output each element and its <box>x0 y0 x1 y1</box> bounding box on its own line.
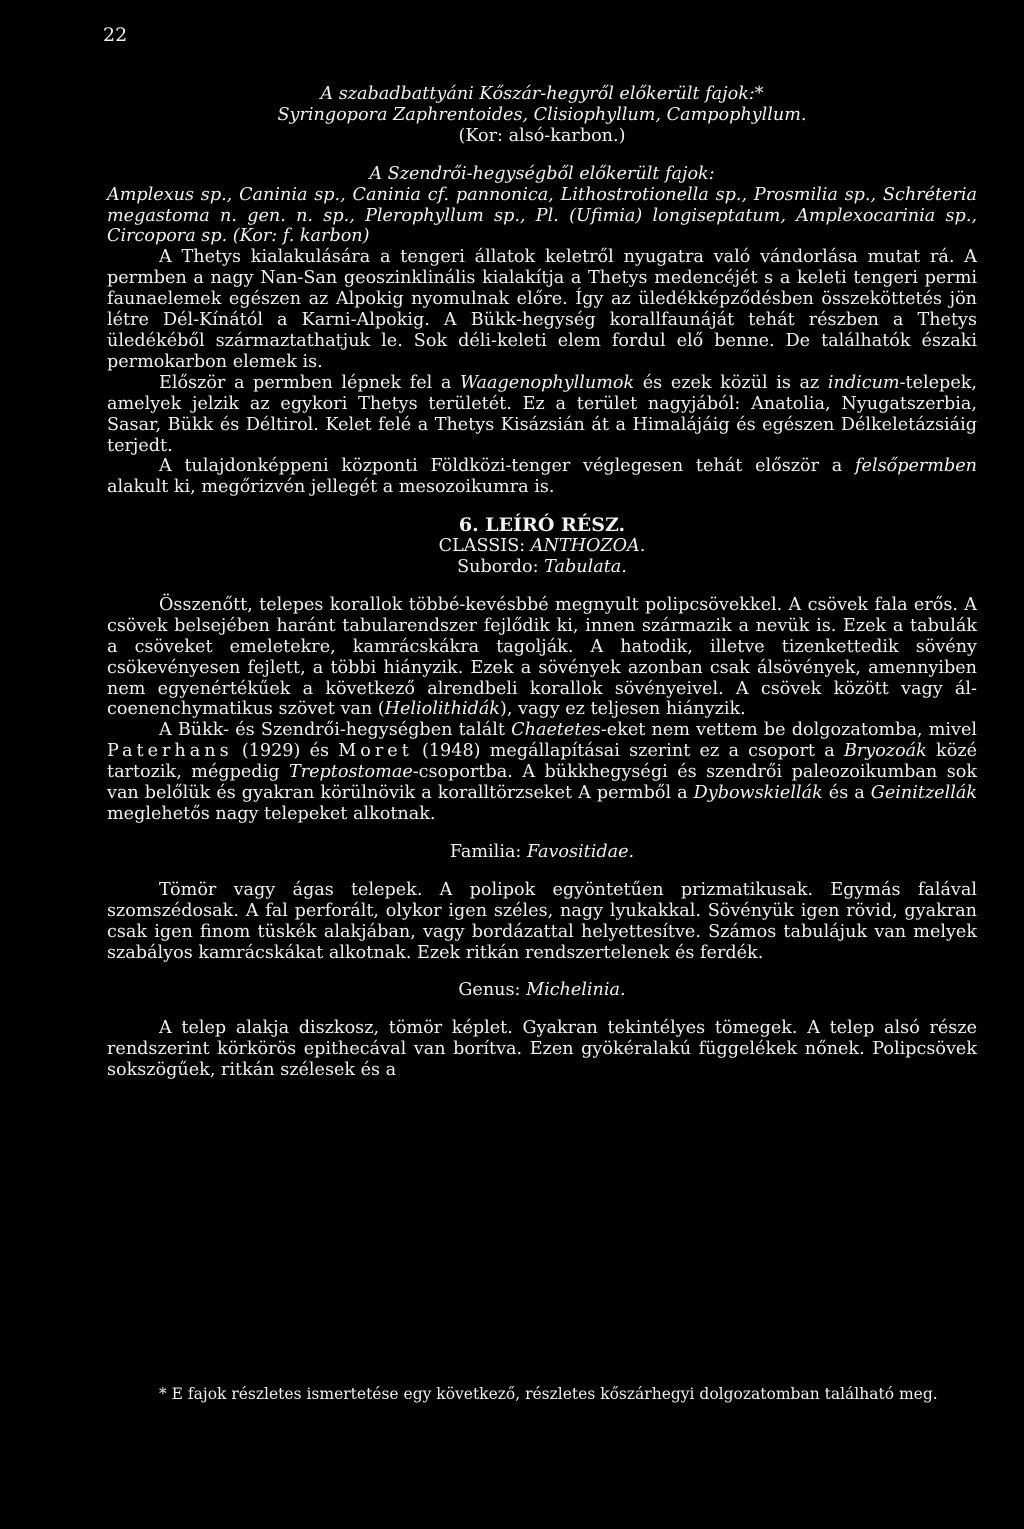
author-moret: Moret <box>338 741 413 762</box>
paragraph-thetys: A Thetys kialakulására a tengeri állatok keletről nyugatra való vándorlása mutat rá. A permben a nagy Nan-San geoszinklinális kialakítja a Thetys medencéjét s a keleti tengeri permi faunaelemek egészen az Alpokig nyomulnak előre. Így az üledékképződésben összeköttetés jön létre Dél-Kínától a Karni-Alpokig. A Bükk-hegység korallfaunáját tehát részben a Thetys üledékéből származtathatjuk le. Sok déli-keleti elem fordul elő benne. De találhatók északi permokarbon elemek is. <box>107 247 977 372</box>
main-text <box>107 84 977 1081</box>
subordo-line: Subordo: Tabulata. <box>457 557 627 578</box>
species-list-2: Amplexus sp., Caninia sp., Caninia cf. pannonica, Lithostrotionella sp., Prosmilia sp., Schréteria megastoma n. gen. n. sp., Plerophyllum sp., Pl. (Ufimia) longiseptatum, Amplexocarinia sp., Circopora sp. (Kor: f. karbon) <box>107 184 977 247</box>
footnote: * E fajok részletes ismertetése egy következő, részletes kőszárhegyi dolgozatomban található meg. <box>159 1385 938 1403</box>
author-paterhans: Paterhans <box>107 741 233 762</box>
paragraph-permben: Először a permben lépnek fel a Waagenophyllumok és ezek közül is az indicum-telepek, amelyek jelzik az egykori Thetys területét. Ez a terület nagyjából: Anatolia, Nyugatszerbia, Sasar, Bükk és Déltirol. Kelet felé a Thetys Kisázsián át a Himalájáig és egészen Délkeletázsiáig terjedt. <box>107 372 977 456</box>
paragraph-chaetetes: A Bükk- és Szendrői-hegységben talált Chaetetes-eket nem vettem be dolgozatomba, mivel Paterhans (1929) és Moret (1948) megállapításai szerint ez a csoport a Bryozoák közé tartozik, mégpedig Treptostomae-csoportba. A bükkhegységi és szendrői paleozoikumban sok van belőlük és gyakran körülnövik a koralltörzseket A permből a Dybowskiellák és a Geinitzellák meglehetős nagy telepeket alkotnak. <box>107 720 977 824</box>
species-list-1: Syringopora Zaphrentoides, Clisiophyllum, Campophyllum. <box>277 104 807 125</box>
classis-line: CLASSIS: ANTHOZOA. <box>438 536 646 557</box>
paragraph-foldkozi: A tulajdonképpeni központi Földközi-tenger véglegesen tehát először a felsőpermben alakult ki, megőrizvén jellegét a mesozoikumra is. <box>107 456 977 498</box>
heading-szendro: A Szendrői-hegységből előkerült fajok: <box>369 163 715 184</box>
paragraph-tabulata: Összenőtt, telepes korallok többé-kevésbbé megnyult polipcsövekkel. A csövek fala erős. A csövek belsejében haránt tabularendszer fejlődik ki, innen származik a nevük is. Ezek a tabulák a csöveket emeletekre, kamrácskákra tagolják. A hatodik, illetve tizenkettedik sövény csökevényesen fejlett, a többi hiányzik. Ezek a sövények azonban csak álsövények, amennyiben nem egyenértékűek a következő alrendbeli korallok sövényeivel. A csövek között vagy ál-coenenchymatikus szövet van (Heliolithidák), vagy ez teljesen hiányzik. <box>107 594 977 720</box>
age-1: (Kor: alsó-karbon.) <box>458 125 626 146</box>
page-number: 22 <box>103 24 128 46</box>
paragraph-favositidae: Tömör vagy ágas telepek. A polipok egyöntetűen prizmatikusak. Egymás falával szomszédosak. A fal perforált, olykor igen széles, nagy lyukakkal. Sövényük igen rövid, gyakran csak igen finom tüskék alakjában, vagy bordázattal helyettesítve. Számos tabulájuk van melyek szabályos kamrácskákat alkotnak. Ezek ritkán rendszertelenek és ferdék. <box>107 879 977 963</box>
section-title: 6. LEÍRÓ RÉSZ. <box>458 514 626 537</box>
heading-szabadbattyan: A szabadbattyáni Kőszár-hegyről előkerült fajok:* <box>320 84 764 104</box>
genus-line: Genus: Michelinia. <box>458 980 626 1001</box>
paragraph-michelinia: A telep alakja diszkosz, tömör képlet. Gyakran tekintélyes tömegek. A telep alsó része rendszerint körkörös epithecával van borítva. Ezen gyökéralakú függelékek nőnek. Polipcsövek sokszögűek, ritkán szélesek és a <box>107 1018 977 1081</box>
familia-line: Familia: Favositidae. <box>449 841 635 862</box>
